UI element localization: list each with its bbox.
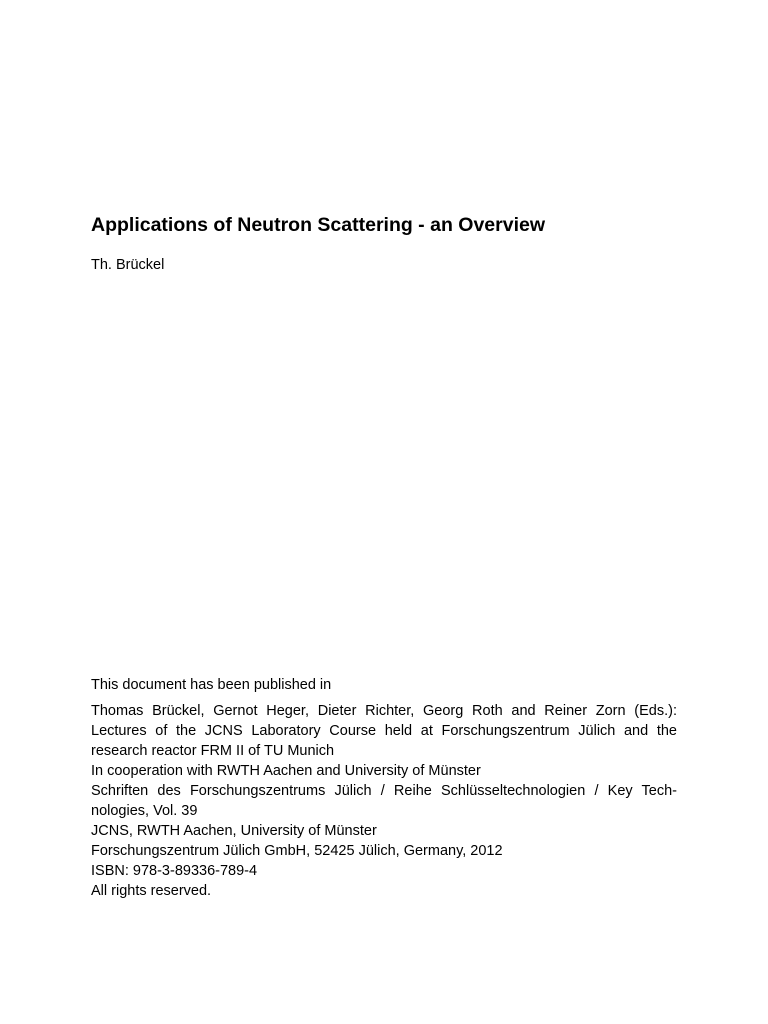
publication-publisher-line: Forschungszentrum Jülich GmbH, 52425 Jülich, Germany, 2012 [91,843,503,859]
publication-cooperation-line: In cooperation with RWTH Aachen and University of Münster [91,763,481,779]
publication-institutions-line: JCNS, RWTH Aachen, University of Münster [91,823,377,839]
publication-editors-line: Thomas Brückel, Gernot Heger, Dieter Richter, Georg Roth and Reiner Zorn (Eds.): [91,703,677,719]
document-title: Applications of Neutron Scattering - an Overview [91,214,545,236]
publication-rights-line: All rights reserved. [91,883,212,899]
publication-isbn-line: ISBN: 978-3-89336-789-4 [91,863,258,879]
publication-details [91,701,677,901]
publication-volume-line: nologies, Vol. 39 [91,803,198,819]
publication-heading: This document has been published in [91,677,332,693]
publication-series-line: Schriften des Forschungszentrums Jülich / Reihe Schlüsseltechnologien / Key Tech- [91,783,677,799]
publication-course-line: Lectures of the JCNS Laboratory Course held at Forschungszentrum Jülich and the [91,723,677,739]
publication-reactor-line: research reactor FRM II of TU Munich [91,743,335,759]
document-author: Th. Brückel [91,257,165,273]
